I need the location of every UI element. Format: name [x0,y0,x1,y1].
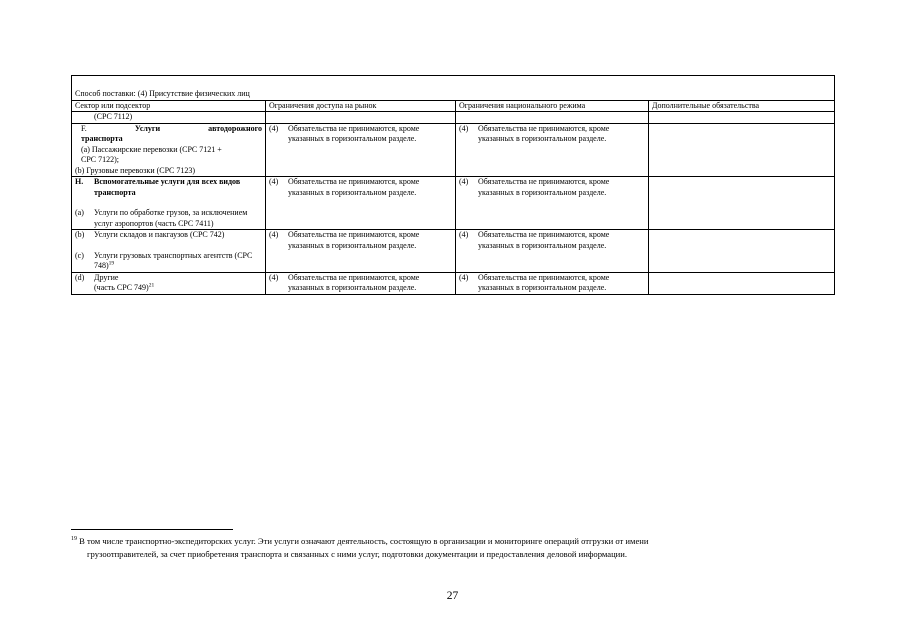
sector-number: H. [75,177,84,186]
mode-of-supply-cell: Способ поставки: (4) Присутствие физических лиц [72,76,835,101]
additional-commitments-cell [649,112,835,124]
commitment-text: Обязательства не принимаются, кроме указанных в горизонтальном разделе. [478,123,610,143]
sector-title-word: автодорожного [208,123,262,133]
mode-number: (4) [269,123,279,133]
footnote [71,535,833,561]
table-row [72,230,835,273]
subsector-number: (c) [75,250,84,260]
subsector-number: (a) [75,208,84,217]
market-access-cell [266,112,456,124]
subsector-text: (часть CPC 749) [94,283,149,292]
mode-number: (4) [269,177,279,186]
header-market-access: Ограничения доступа на рынок [266,100,456,112]
sector-text: (CPC 7112) [94,112,133,121]
commitment-text: Обязательства не принимаются, кроме указанных в горизонтальном разделе. [478,177,610,197]
mode-number: (4) [269,272,279,282]
sector-cell [72,272,266,294]
national-treatment-cell [456,272,649,294]
page-number: 27 [446,590,459,602]
footnote-ref[interactable]: 21 [148,282,155,289]
market-access-cell [266,177,456,230]
mode-of-supply-row [72,76,835,101]
header-row [72,100,835,112]
table-row [72,123,835,177]
header-additional-commitments: Дополнительные обязательства [649,100,835,112]
subsector-text: Услуги складов и пакгаузов (CPC 742) [94,230,225,239]
commitment-text: Обязательства не принимаются, кроме указанных в горизонтальном разделе. [478,272,610,292]
subsector-text: Другие [94,272,119,282]
sector-title-word: Услуги [134,123,161,133]
mode-number: (4) [459,177,469,186]
subsector-number: (d) [75,272,85,282]
commitment-text: Обязательства не принимаются, кроме указанных в горизонтальном разделе. [288,177,420,197]
additional-commitments-cell [649,272,835,294]
mode-number: (4) [459,230,469,239]
table-row [72,177,835,230]
sector-letter: F. [81,123,87,133]
subsector-number: (b) [75,230,85,239]
footnote-text: грузоотправителей, за счет приобретения транспорта и связанных с ними услуг, подготовки документации и предоставления деловой информации. [87,549,628,559]
sector-cell [72,177,266,230]
commitment-text: Обязательства не принимаются, кроме указанных в горизонтальном разделе. [288,123,420,143]
header-national-treatment: Ограничения национального режима [456,100,649,112]
sector-title: Вспомогательные услуги для всех видов транспорта [94,177,241,197]
footnote-text: В том числе транспортно-экспедиторских услуг. Эти услуги означают деятельность, состоящую в организации и мониторинге операций отгрузки от имени [79,536,649,546]
mode-number: (4) [459,272,469,282]
additional-commitments-cell [649,123,835,177]
sector-title-cont: транспорта [81,134,123,143]
sector-cell [72,123,266,177]
mode-number: (4) [459,123,469,133]
market-access-cell [266,123,456,177]
mode-number: (4) [269,230,279,239]
national-treatment-cell [456,123,649,177]
schedule-table [71,75,835,295]
national-treatment-cell [456,177,649,230]
table-row [72,112,835,124]
sector-line: (b) Грузовые перевозки (CPC 7123) [75,165,196,175]
sector-cell [72,112,266,124]
sector-line: (a) Пассажирские перевозки (CPC 7121 + [81,144,222,154]
commitment-text: Обязательства не принимаются, кроме указанных в горизонтальном разделе. [288,230,420,250]
sector-cell [72,230,266,273]
footnote-number: 19 [71,536,77,543]
national-treatment-cell [456,112,649,124]
additional-commitments-cell [649,230,835,273]
sector-title [75,124,262,135]
table-row [72,272,835,294]
footnote-separator [71,529,233,530]
market-access-cell [266,230,456,273]
market-access-cell [266,272,456,294]
national-treatment-cell [456,230,649,273]
additional-commitments-cell [649,177,835,230]
subsector-text: Услуги по обработке грузов, за исключением услуг аэропортов (часть CPC 7411) [94,208,248,228]
subsector-text: Услуги грузовых транспортных агентств (CPC 748) [94,250,253,270]
header-sector: Сектор или подсектор [72,100,266,112]
commitment-text: Обязательства не принимаются, кроме указанных в горизонтальном разделе. [288,272,420,292]
sector-line: CPC 7122); [81,155,120,164]
footnote-ref[interactable]: 19 [108,260,115,267]
commitment-text: Обязательства не принимаются, кроме указанных в горизонтальном разделе. [478,230,610,250]
